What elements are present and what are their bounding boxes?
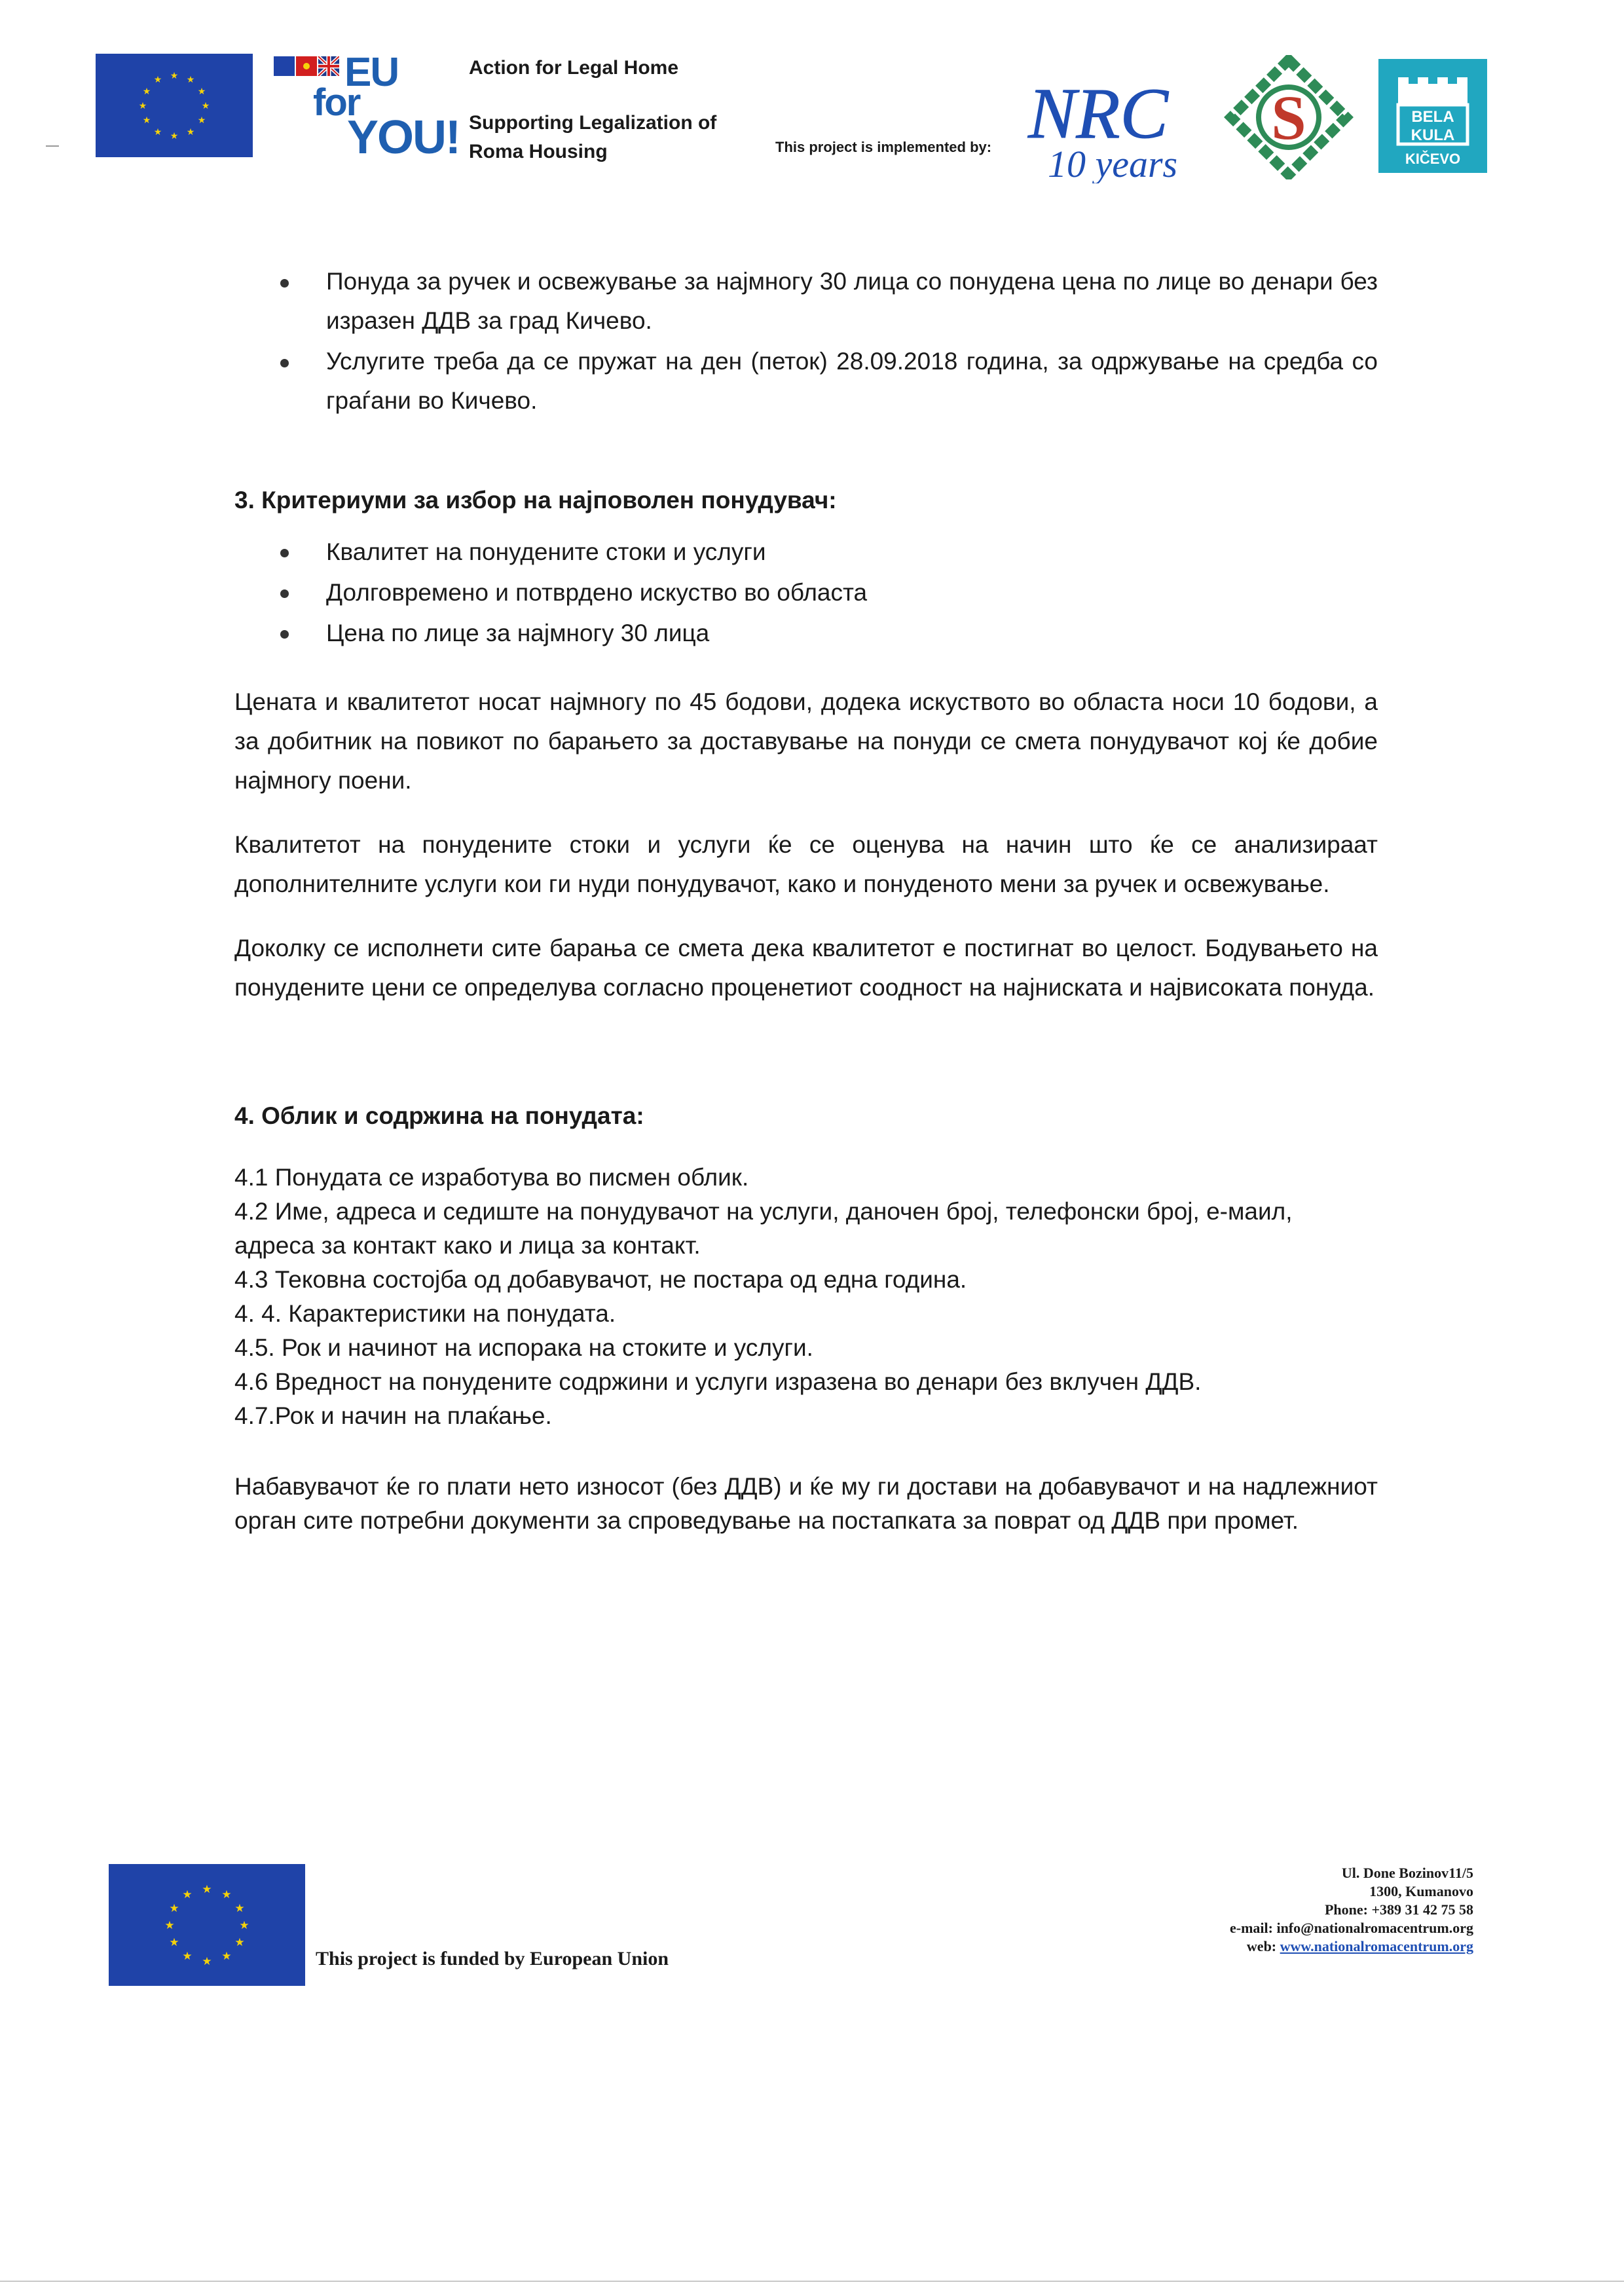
svg-text:★: ★ <box>142 86 151 97</box>
svg-text:★: ★ <box>169 1936 179 1949</box>
svg-text:★: ★ <box>202 1955 212 1968</box>
funded-by-label: This project is funded by European Union <box>316 1948 669 1969</box>
project-subtitle-2: Roma Housing <box>469 141 608 162</box>
bela-kula-line1: BELA <box>1411 108 1454 126</box>
list-item: 4.3 Тековна состојба од добавувачот, не постара од една година. <box>234 1266 967 1293</box>
svg-text:★: ★ <box>202 1883 212 1896</box>
svg-text:★: ★ <box>239 1919 249 1932</box>
bela-kula-line3: KIČEVO <box>1405 151 1461 167</box>
arc-logo-letters: NRC <box>1028 73 1168 153</box>
svg-text:★: ★ <box>186 127 195 138</box>
svg-text:★: ★ <box>234 1902 245 1915</box>
email: e-mail: info@nationalromacentrum.org <box>1229 1920 1473 1936</box>
top-bullet-list <box>234 262 1378 420</box>
section-4-numbered-list <box>234 1161 1378 1433</box>
contact-block <box>1113 1864 1473 1956</box>
svg-text:★: ★ <box>142 115 151 126</box>
bela-kula-line2: KULA <box>1411 126 1455 144</box>
paragraph: Квалитетот на понудените стоки и услуги ќе се оценува на начин што ќе се анализираат дополнителните услуги кои ги нуди понудувачот, како и понуденото мени за ручек и освежување. <box>234 831 1378 897</box>
project-subtitle-1: Supporting Legalization of <box>469 112 717 134</box>
list-item: 4. 4. Карактеристики на понудата. <box>234 1300 616 1327</box>
paragraph: Цената и квалитетот носат најмногу по 45 бодови, додека искуството во областа носи 10 бодови, а за добитник на повикот по барањето за доставување на понуди се смета понудувачот кој ќе добие најмногу поени. <box>234 688 1378 794</box>
svg-text:★: ★ <box>170 71 179 81</box>
paragraph: Доколку се исполнети сите барања се смета дека квалитетот е постигнат во целост. Бодувањето на понудените цени се определува согласно проценетиот соодност на најниската и највисоката понуда. <box>234 935 1378 1001</box>
bela-kula-logo-icon <box>1378 59 1487 173</box>
address-line-1: Ul. Done Bozinov11/5 <box>1341 1865 1473 1881</box>
svg-text:★: ★ <box>201 101 210 111</box>
svg-text:★: ★ <box>182 1950 193 1963</box>
arc-logo-years: 10 years <box>1048 143 1178 183</box>
svg-text:★: ★ <box>153 127 162 138</box>
svg-text:★: ★ <box>182 1888 193 1901</box>
svg-text:★: ★ <box>138 101 147 111</box>
svg-text:★: ★ <box>197 115 206 126</box>
list-item: 4.5. Рок и начинот на испорака на стоките и услуги. <box>234 1334 813 1361</box>
eu-for-you-logo <box>274 50 460 165</box>
arc-logo-icon <box>1022 65 1218 183</box>
svg-text:★: ★ <box>221 1888 232 1901</box>
svg-text:★: ★ <box>169 1902 179 1915</box>
svg-text:★: ★ <box>234 1936 245 1949</box>
s-logo-icon <box>1223 55 1354 179</box>
section-3-heading: 3. Критериуми за избор на најповолен понудувач: <box>234 487 837 513</box>
web-link[interactable]: www.nationalromacentrum.org <box>1280 1938 1473 1954</box>
scan-edge-line <box>0 2281 1624 2282</box>
eu-flag-icon <box>96 54 253 157</box>
project-title: Action for Legal Home <box>469 57 679 79</box>
svg-text:S: S <box>1271 83 1306 153</box>
scan-artifact-dash <box>46 145 59 147</box>
list-item: 4.2 Име, адреса и седиште на понудувачот на услуги, даночен број, телефонски број, е-маил, адреса за контакт како и лица за контакт. <box>234 1198 1293 1259</box>
list-item: 4.7.Рок и начин на плаќање. <box>234 1402 552 1429</box>
list-item: Долговремено и потврдено искуство во областа <box>234 572 1378 613</box>
eufy-line-2: for <box>313 81 360 124</box>
eufy-line-3: YOU! <box>347 111 460 164</box>
list-item: Цена по лице за најмногу 30 лица <box>234 613 1378 654</box>
list-item: 4.6 Вредност на понудените содржини и услуги изразена во денари без вклучен ДДВ. <box>234 1368 1202 1395</box>
svg-text:★: ★ <box>221 1950 232 1963</box>
list-item: Квалитет на понудените стоки и услуги <box>234 532 1378 572</box>
eufy-line-1: EU <box>344 50 399 95</box>
section-3-bullet-list <box>234 532 1378 654</box>
svg-text:★: ★ <box>153 75 162 85</box>
closing-paragraph: Набавувачот ќе го плати нето износот (без ДДВ) и ќе му ги достави на добавувачот и на надлежниот орган сите потребни документи за спроведување на постапката за поврат од ДДВ при промет. <box>234 1473 1378 1534</box>
section-4-heading: 4. Облик и содржина на понудата: <box>234 1102 644 1129</box>
web-label: web: <box>1246 1938 1280 1954</box>
document-body <box>234 262 1378 1538</box>
list-item: Услугите треба да се пружат на ден (петок) 28.09.2018 година, за одржување на средба со граѓани во Кичево. <box>234 342 1378 420</box>
phone: Phone: +389 31 42 75 58 <box>1324 1901 1473 1918</box>
web-line <box>1113 1937 1473 1956</box>
address-line-2: 1300, Kumanovo <box>1369 1883 1473 1899</box>
flags-icon <box>274 56 339 76</box>
eu-flag-icon <box>109 1864 305 1986</box>
svg-text:★: ★ <box>197 86 206 97</box>
list-item: Понуда за ручек и освежување за најмногу 30 лица со понудена цена по лице во денари без изразен ДДВ за град Кичево. <box>234 262 1378 341</box>
svg-text:★: ★ <box>186 75 195 85</box>
svg-text:★: ★ <box>164 1919 175 1932</box>
svg-text:★: ★ <box>170 131 179 141</box>
implemented-by-label: This project is implemented by: <box>775 139 992 155</box>
project-title-block <box>469 54 783 166</box>
list-item: 4.1 Понудата се изработува во писмен облик. <box>234 1164 749 1191</box>
